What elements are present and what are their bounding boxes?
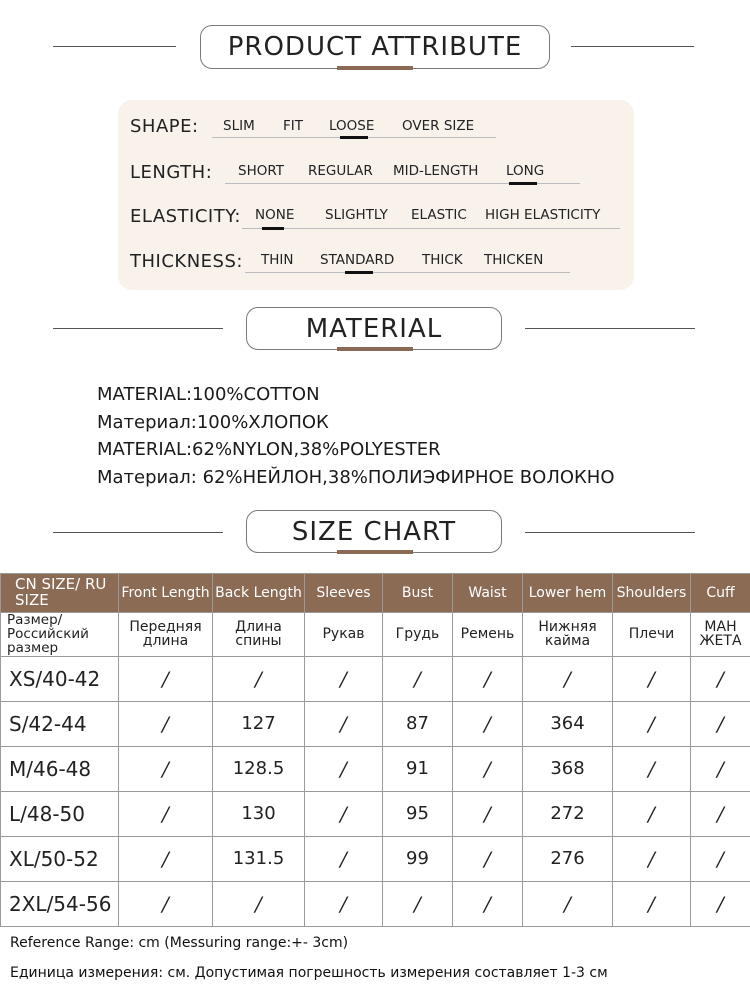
table-cell: 272 (523, 791, 613, 836)
table-cell: / (691, 746, 750, 791)
table-cell: / (213, 881, 305, 926)
table-cell: / (305, 656, 383, 701)
size-label: M/46-48 (1, 746, 119, 791)
attr-option: OVER SIZE (402, 118, 475, 134)
attr-option: THICKEN (484, 252, 544, 268)
table-cell: / (119, 791, 213, 836)
header-cell-ru: Плечи (613, 613, 691, 657)
table-cell: / (119, 836, 213, 881)
table-row (1, 881, 750, 926)
attr-label-elasticity: ELASTICITY: (130, 206, 241, 227)
table-cell: / (613, 656, 691, 701)
divider-line (53, 328, 223, 329)
table-cell: / (613, 881, 691, 926)
attr-label-thickness: THICKNESS: (130, 251, 243, 272)
header-cell: Bust (383, 574, 453, 613)
header-cell-ru: Грудь (383, 613, 453, 657)
table-cell: 368 (523, 746, 613, 791)
table-cell: 128.5 (213, 746, 305, 791)
attr-option: MID-LENGTH (393, 163, 479, 179)
table-cell: / (119, 656, 213, 701)
table-cell: / (305, 701, 383, 746)
attr-option: THICK (422, 252, 463, 268)
attr-row-line (245, 272, 570, 273)
table-cell: 131.5 (213, 836, 305, 881)
table-cell: / (453, 701, 523, 746)
size-label: XL/50-52 (1, 836, 119, 881)
table-cell: / (613, 746, 691, 791)
attr-option: SHORT (238, 163, 284, 179)
table-cell: / (213, 656, 305, 701)
header-cell-ru: Длина спины (213, 613, 305, 657)
header-cell-ru: Ремень (453, 613, 523, 657)
table-row (1, 746, 750, 791)
table-cell: / (453, 881, 523, 926)
table-cell: / (691, 881, 750, 926)
table-cell: / (383, 881, 453, 926)
table-cell: / (613, 836, 691, 881)
table-cell: / (119, 701, 213, 746)
table-cell: / (691, 791, 750, 836)
table-cell: / (613, 701, 691, 746)
header-cell-ru: Передняя длина (119, 613, 213, 657)
table-cell: / (305, 836, 383, 881)
table-cell: / (691, 701, 750, 746)
selected-indicator (262, 227, 284, 230)
table-cell: / (453, 656, 523, 701)
table-cell: 87 (383, 701, 453, 746)
section-title-material (246, 307, 502, 350)
selected-indicator (345, 271, 373, 274)
table-cell: / (453, 836, 523, 881)
attr-row-line (242, 228, 620, 229)
table-cell: / (305, 881, 383, 926)
title-accent-bar (337, 347, 413, 351)
table-cell: 95 (383, 791, 453, 836)
header-cell: Waist (453, 574, 523, 613)
title-accent-bar (337, 550, 413, 554)
attr-option-selected: NONE (255, 207, 295, 223)
table-cell: 127 (213, 701, 305, 746)
attr-option-selected: LONG (506, 163, 545, 179)
table-row (1, 791, 750, 836)
header-cell: Back Length (213, 574, 305, 613)
divider-line (53, 532, 223, 533)
header-cell-ru: Размер/ Российский размер (1, 613, 119, 657)
section-title-size-chart (246, 510, 502, 553)
attr-option: SLIM (223, 118, 255, 134)
header-cell-ru: Нижняя кайма (523, 613, 613, 657)
table-row (1, 656, 750, 701)
size-chart-table (0, 573, 750, 927)
attr-option: FIT (283, 118, 303, 134)
section-title-text: PRODUCT ATTRIBUTE (227, 32, 523, 62)
table-cell: 130 (213, 791, 305, 836)
material-line: Материал: 62%НЕЙЛОН,38%ПОЛИЭФИРНОЕ ВОЛОКНО (97, 467, 615, 488)
attr-option-selected: STANDARD (320, 252, 395, 268)
attr-label-length: LENGTH: (130, 162, 213, 183)
size-label: 2XL/54-56 (1, 881, 119, 926)
divider-line (53, 46, 176, 47)
header-cell: Cuff (691, 574, 750, 613)
header-cell: Sleeves (305, 574, 383, 613)
material-line: MATERIAL:100%COTTON (97, 384, 320, 405)
material-line: Материал:100%ХЛОПОК (97, 412, 329, 433)
unit-note: Единица измерения: см. Допустимая погрешность измерения составляет 1-3 см (10, 965, 608, 981)
table-cell: 99 (383, 836, 453, 881)
title-accent-bar (337, 66, 413, 70)
section-title-attribute (200, 25, 550, 69)
table-row (1, 836, 750, 881)
size-label: L/48-50 (1, 791, 119, 836)
size-label: XS/40-42 (1, 656, 119, 701)
table-cell: / (523, 656, 613, 701)
header-cell-ru: Рукав (305, 613, 383, 657)
attr-option: ELASTIC (411, 207, 467, 223)
header-cell-ru: МАН ЖЕТА (691, 613, 750, 657)
table-cell: / (613, 791, 691, 836)
header-cell: Shoulders (613, 574, 691, 613)
divider-line (525, 532, 695, 533)
header-cell: Front Length (119, 574, 213, 613)
divider-line (571, 46, 694, 47)
attr-option: REGULAR (308, 163, 373, 179)
header-cell: CN SIZE/ RU SIZE (1, 574, 119, 613)
table-cell: 91 (383, 746, 453, 791)
section-title-text: MATERIAL (305, 313, 443, 344)
table-cell: / (305, 791, 383, 836)
attr-label-shape: SHAPE: (130, 116, 199, 137)
table-cell: 276 (523, 836, 613, 881)
selected-indicator (340, 136, 368, 139)
table-cell: / (523, 881, 613, 926)
attr-option: THIN (261, 252, 294, 268)
table-cell: / (119, 881, 213, 926)
attr-option: HIGH ELASTICITY (485, 207, 601, 223)
table-row (1, 701, 750, 746)
section-title-text: SIZE CHART (291, 516, 457, 547)
table-cell: / (691, 836, 750, 881)
reference-range-note: Reference Range: cm (Messuring range:+- 3cm) (10, 935, 349, 951)
table-cell: / (691, 656, 750, 701)
table-cell: / (453, 791, 523, 836)
divider-line (525, 328, 695, 329)
table-cell: 364 (523, 701, 613, 746)
table-cell: / (453, 746, 523, 791)
header-cell: Lower hem (523, 574, 613, 613)
material-line: MATERIAL:62%NYLON,38%POLYESTER (97, 439, 441, 460)
selected-indicator (509, 182, 537, 185)
table-cell: / (305, 746, 383, 791)
table-cell: / (119, 746, 213, 791)
size-label: S/42-44 (1, 701, 119, 746)
attr-option: SLIGHTLY (325, 207, 388, 223)
attr-option-selected: LOOSE (329, 118, 375, 134)
table-cell: / (383, 656, 453, 701)
